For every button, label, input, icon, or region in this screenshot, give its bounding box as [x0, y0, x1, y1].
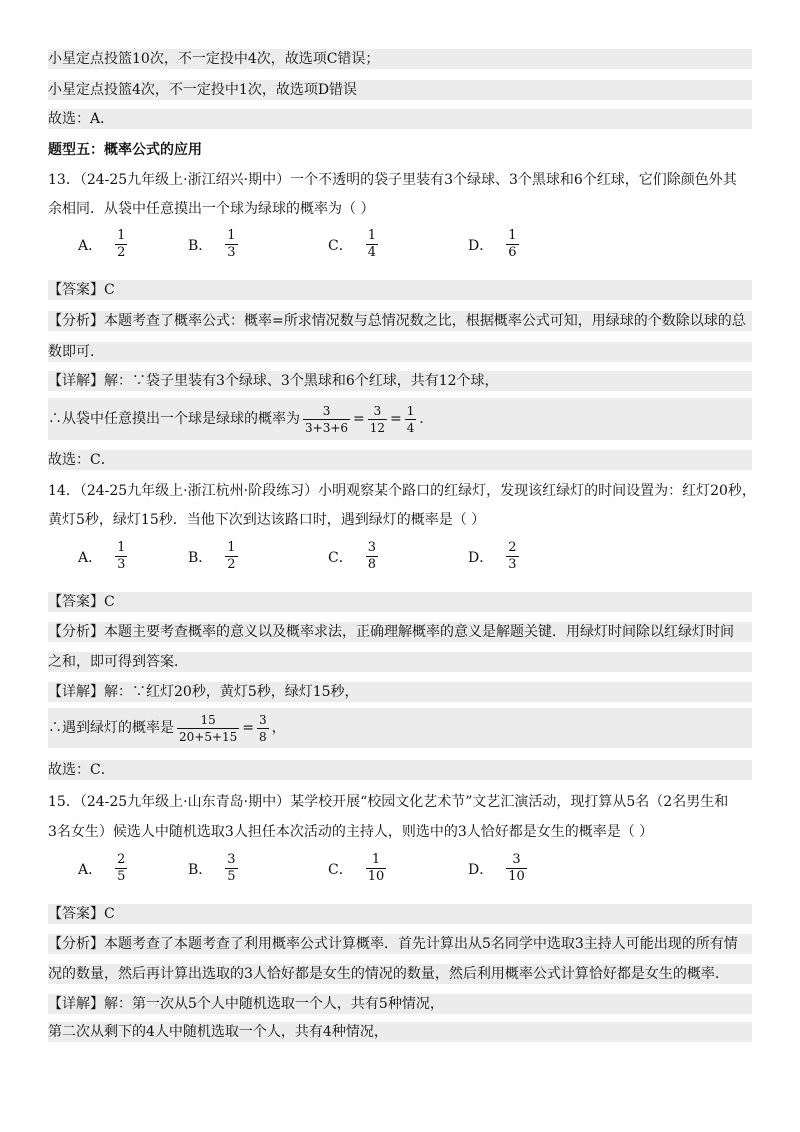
fraction: $\frac{1}{4}$ — [406, 403, 415, 435]
fraction: $\frac{3}{3+3+6}$ — [305, 403, 349, 435]
fraction: $\frac{1}{2}$ — [117, 228, 126, 260]
option-label: D． — [468, 861, 494, 878]
detail-formula-line — [48, 708, 752, 748]
option-d — [468, 852, 530, 885]
fraction: $\frac{2}{5}$ — [117, 852, 126, 884]
fraction: $\frac{3}{8}$ — [259, 712, 267, 744]
equals-sign: = — [390, 411, 402, 427]
option-b — [188, 540, 241, 573]
option-b — [188, 228, 241, 261]
option-label: A． — [78, 549, 103, 566]
analysis-line: 之和，即可得到答案． — [48, 652, 752, 672]
formula-prefix: ∴遇到绿灯的概率是 — [48, 720, 174, 736]
option-label: B． — [188, 549, 213, 566]
text-line: 小星定点投篮4次，不一定投中1次，故选项D错误 — [48, 80, 752, 100]
fraction: $\frac{1}{4}$ — [367, 228, 376, 260]
choose-line: 故选：C． — [48, 760, 752, 780]
option-a — [78, 852, 130, 885]
option-label: A． — [78, 237, 103, 254]
choose-line: 故选：C． — [48, 450, 752, 470]
analysis-line: 数即可． — [48, 342, 752, 362]
fraction: $\frac{1}{6}$ — [508, 228, 517, 260]
question-13-stem: 13．（24-25九年级上·浙江绍兴·期中）一个不透明的袋子里装有3个绿球、3个黑球和6个红球，它们除颜色外其 — [48, 172, 737, 188]
equals-sign: = — [353, 411, 365, 427]
fraction: $\frac{1}{2}$ — [227, 540, 236, 572]
question-15-stem-cont: 3名女生）候选人中随机选取3人担任本次活动的主持人，则选中的3人恰好都是女生的概率是（ ） — [48, 824, 654, 840]
fraction: $\frac{1}{10}$ — [367, 852, 385, 884]
detail-line: 第二次从剩下的4人中随机选取一个人，共有4种情况， — [48, 1022, 752, 1042]
formula-suffix: ， — [271, 720, 286, 736]
option-b — [188, 852, 241, 885]
analysis-line: 况的数量，然后再计算出选取的3人恰好都是女生的情况的数量，然后利用概率公式计算恰好都是女生的概率． — [48, 964, 752, 984]
fraction: $\frac{3}{12}$ — [369, 403, 386, 435]
fraction: $\frac{3}{5}$ — [227, 852, 236, 884]
fraction: $\frac{15}{20+5+15}$ — [179, 712, 238, 744]
formula-suffix: ． — [419, 411, 434, 427]
answer-line: 【答案】C — [48, 592, 752, 612]
option-d — [468, 540, 522, 573]
option-label: B． — [188, 237, 213, 254]
question-14-stem: 14．（24-25九年级上·浙江杭州·阶段练习）小明观察某个路口的红绿灯，发现该红绿灯的时间设置为：红灯20秒， — [48, 483, 756, 499]
answer-line: 【答案】C — [48, 904, 752, 924]
text-line: 故选：A． — [48, 109, 752, 129]
option-label: D． — [468, 237, 494, 254]
option-a — [78, 228, 130, 261]
fraction: $\frac{3}{10}$ — [508, 852, 525, 884]
option-label: D． — [468, 549, 494, 566]
option-c — [328, 852, 389, 885]
question-13-stem-cont: 余相同．从袋中任意摸出一个球为绿球的概率为（ ） — [48, 201, 375, 217]
detail-line: 【详解】解：∵红灯20秒，黄灯5秒，绿灯15秒， — [48, 682, 752, 702]
section-title: 题型五：概率公式的应用 — [48, 142, 202, 158]
detail-formula-line — [48, 398, 752, 440]
option-label: A． — [78, 861, 103, 878]
question-15-stem: 15．（24-25九年级上·山东青岛·期中）某学校开展“校园文化艺术节”文艺汇演活动，现打算从5名（2名男生和 — [48, 794, 729, 810]
option-d — [468, 228, 522, 261]
fraction: $\frac{2}{3}$ — [508, 540, 517, 572]
answer-line: 【答案】C — [48, 280, 752, 300]
option-c — [328, 540, 381, 573]
option-label: B． — [188, 861, 213, 878]
fraction: $\frac{1}{3}$ — [117, 540, 126, 572]
equals-sign: = — [242, 720, 255, 736]
text-line: 小星定点投篮10次，不一定投中4次，故选项C错误； — [48, 49, 752, 69]
option-label: C． — [328, 237, 353, 254]
fraction: $\frac{3}{8}$ — [367, 540, 376, 572]
formula-prefix: ∴从袋中任意摸出一个球是绿球的概率为 — [48, 411, 300, 427]
option-a — [78, 540, 130, 573]
option-label: C． — [328, 549, 353, 566]
analysis-line: 【分析】本题主要考查概率的意义以及概率求法，正确理解概率的意义是解题关键．用绿灯时间除以红绿灯时间 — [48, 622, 752, 642]
detail-line: 【详解】解：∵袋子里装有3个绿球、3个黑球和6个红球，共有12个球， — [48, 371, 752, 391]
detail-line: 【详解】解：第一次从5个人中随机选取一个人，共有5种情况， — [48, 994, 752, 1014]
option-c — [328, 228, 381, 261]
analysis-line: 【分析】本题考查了概率公式：概率=所求情况数与总情况数之比，根据概率公式可知，用绿球的个数除以球的总 — [48, 311, 752, 331]
option-label: C． — [328, 861, 353, 878]
question-14-stem-cont: 黄灯5秒，绿灯15秒．当他下次到达该路口时，遇到绿灯的概率是（ ） — [48, 512, 486, 528]
analysis-line: 【分析】本题考查了本题考查了利用概率公式计算概率．首先计算出从5名同学中选取3主持人可能出现的所有情 — [48, 934, 752, 954]
fraction: $\frac{1}{3}$ — [227, 228, 236, 260]
